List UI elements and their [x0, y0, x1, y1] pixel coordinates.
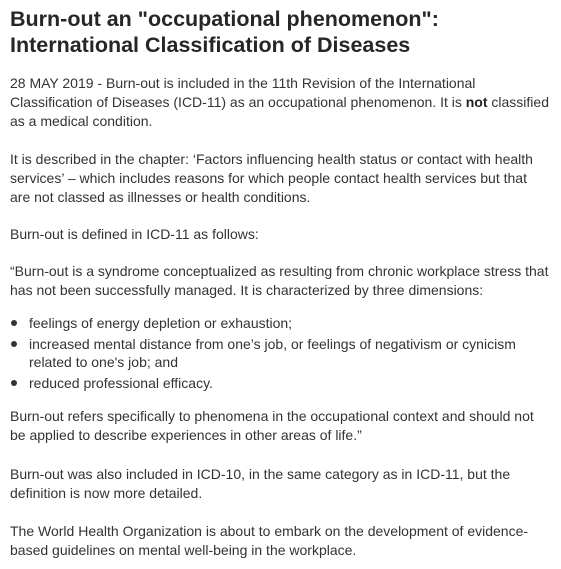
- paragraph-date-intro: [10, 74, 551, 131]
- bullet-icon: [11, 380, 17, 386]
- article-title: [10, 0, 551, 58]
- paragraph-icd10: Burn-out was also included in ICD-10, in the same category as in ICD-11, but the definition is now more detailed.: [10, 466, 511, 501]
- paragraph-definition-intro: Burn-out is defined in ICD-11 as follows:: [10, 226, 259, 242]
- dimensions-list: [10, 314, 551, 392]
- list-item-text: reduced professional efficacy.: [29, 375, 213, 391]
- paragraph-chapter: It is described in the chapter: ‘Factors influencing health status or contact with health services’ – which includes reasons for which people contact health services but that are not classed as illnesses or health conditions.: [10, 151, 533, 205]
- list-item-text: increased mental distance from one’s job, or feelings of negativism or cynicism related to one's job; and: [29, 336, 516, 370]
- paragraph-occupational-context: Burn-out refers specifically to phenomena in the occupational context and should not be applied to describe experiences in other areas of life.”: [10, 408, 534, 443]
- paragraph-date-intro-text: 28 MAY 2019 - Burn-out is included in the 11th Revision of the International Classification of Diseases (ICD-11) as an occupational phenomenon. It is: [10, 75, 476, 110]
- bullet-icon: [11, 341, 17, 347]
- emphasis-not: not: [465, 94, 488, 110]
- paragraph-definition-quote: “Burn-out is a syndrome conceptualized as resulting from chronic workplace stress that has not been successfully managed. It is characterized by three dimensions:: [10, 263, 549, 298]
- list-item: [10, 314, 551, 332]
- list-item: [10, 374, 551, 392]
- paragraph-who-guidelines: The World Health Organization is about to embark on the development of evidence-based guidelines on mental well-being in the workplace.: [10, 523, 529, 558]
- paragraph-date-intro-end: classified as a medical condition.: [10, 94, 549, 129]
- article-title-line-2: International Classification of Diseases: [10, 33, 411, 57]
- list-item: [10, 335, 551, 371]
- list-item-text: feelings of energy depletion or exhaustion;: [29, 315, 293, 331]
- bullet-icon: [11, 320, 17, 326]
- article-title-line-1: Burn-out an "occupational phenomenon":: [10, 7, 439, 31]
